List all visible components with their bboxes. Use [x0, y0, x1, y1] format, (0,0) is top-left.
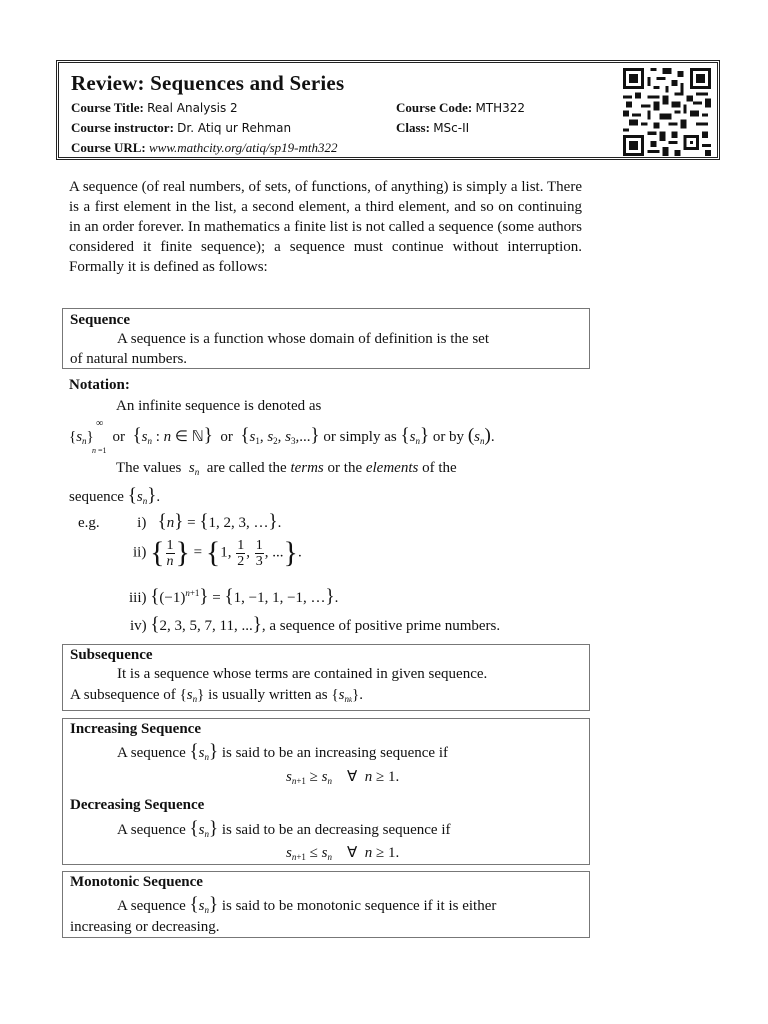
example-ii: ii) { $\frac{1}{n}$ } = {1, $\frac{1}{2}$ , $\frac{1}{3}$ , ...}.: [133, 536, 302, 569]
instructor-value: Dr. Atiq ur Rehman: [177, 121, 292, 135]
monotonic-line1: A sequence $\{s_n\}$ is said to be monotonic sequence if it is either: [117, 894, 497, 915]
monotonic-line2: increasing or decreasing.: [70, 919, 220, 935]
sequence-heading: Sequence: [70, 312, 130, 328]
class-row: Class: MSc-II: [396, 120, 470, 135]
intro-paragraph: A sequence (of real numbers, of sets, of functions, of anything) is simply a list. There is a first element in the list, a second element, a third element, and so on continuing in an order forever. In mathematics a finite list is not called a sequence (some authors considered it finite sequence); a sequence must continue without interruption. Formally it is defined as follows:: [69, 179, 582, 275]
course-code-value: MTH322: [475, 101, 526, 115]
notation-line1: An infinite sequence is denoted as: [116, 398, 322, 414]
decreasing-heading: Decreasing Sequence: [70, 797, 205, 813]
sequence-definition-box: [62, 308, 590, 369]
qr-code: [623, 68, 711, 156]
url-row: Course URL: www.mathcity.org/atiq/sp19-mth322: [71, 140, 338, 155]
example-iii: iii) $\{(-1)^{n+1}\} = \{1$, −1, 1, −1, …}.: [129, 586, 339, 607]
sequence-def-line2: of natural numbers.: [70, 351, 188, 367]
example-iv: iv) {2, 3, 5, 7, 11, ...}, a sequence of positive prime numbers.: [130, 614, 501, 635]
instructor-row: Course instructor: Dr. Atiq ur Rehman: [71, 120, 292, 135]
increasing-decreasing-box: [62, 718, 590, 865]
decreasing-formula: $s_{n+1} \le s_n$ ∀ n ≥ 1.: [286, 845, 400, 862]
increasing-heading: Increasing Sequence: [70, 721, 201, 737]
sequence-def-line1: A sequence is a function whose domain of definition is the set: [117, 331, 490, 347]
subsequence-heading: Subsequence: [70, 647, 153, 663]
subsequence-line2: A subsequence of $\{s_n\}$ is usually written as $\{s_{nk}\}$.: [70, 687, 363, 704]
subsequence-box: [62, 644, 590, 711]
monotonic-heading: Monotonic Sequence: [70, 874, 203, 890]
increasing-line: A sequence $\{s_n\}$ is said to be an increasing sequence if: [117, 741, 448, 762]
notation-heading: Notation:: [69, 377, 130, 393]
monotonic-box: [62, 871, 590, 938]
header-box: [56, 60, 720, 160]
decreasing-line: A sequence $\{s_n\}$ is said to be an decreasing sequence if: [117, 818, 451, 839]
increasing-formula: $s_{n+1} \ge s_n$ ∀ n ≥ 1.: [286, 769, 400, 786]
notation-sequence-line: sequence $\{s_n\}$.: [69, 485, 161, 506]
class-value: MSc-II: [433, 121, 470, 135]
notation-formula-line: $\{s_n\}$ ∞ n =1 or {$s_n$ : n ∈ ℕ} or {$s_1$, $s_2$, $s_3$,...} or simply as $\{s_n\}$ or by $(s_n)$.: [69, 418, 495, 455]
course-code-row: Course Code: MTH322: [396, 100, 526, 115]
seq-notation-infinity: $\{s_n\}$: [69, 429, 94, 446]
subsequence-line1: It is a sequence whose terms are contained in given sequence.: [117, 666, 488, 682]
course-title-value: Real Analysis 2: [147, 101, 238, 115]
notation-values-line: The values $s_n$ are called the terms or the elements of the: [116, 460, 457, 477]
course-title-row: Course Title: Real Analysis 2: [71, 100, 238, 115]
course-url-link[interactable]: www.mathcity.org/atiq/sp19-mth322: [149, 140, 338, 155]
example-i: e.g. i) {n} = {1, 2, 3, …}.: [78, 511, 282, 532]
page-title: Review: Sequences and Series: [71, 71, 345, 95]
